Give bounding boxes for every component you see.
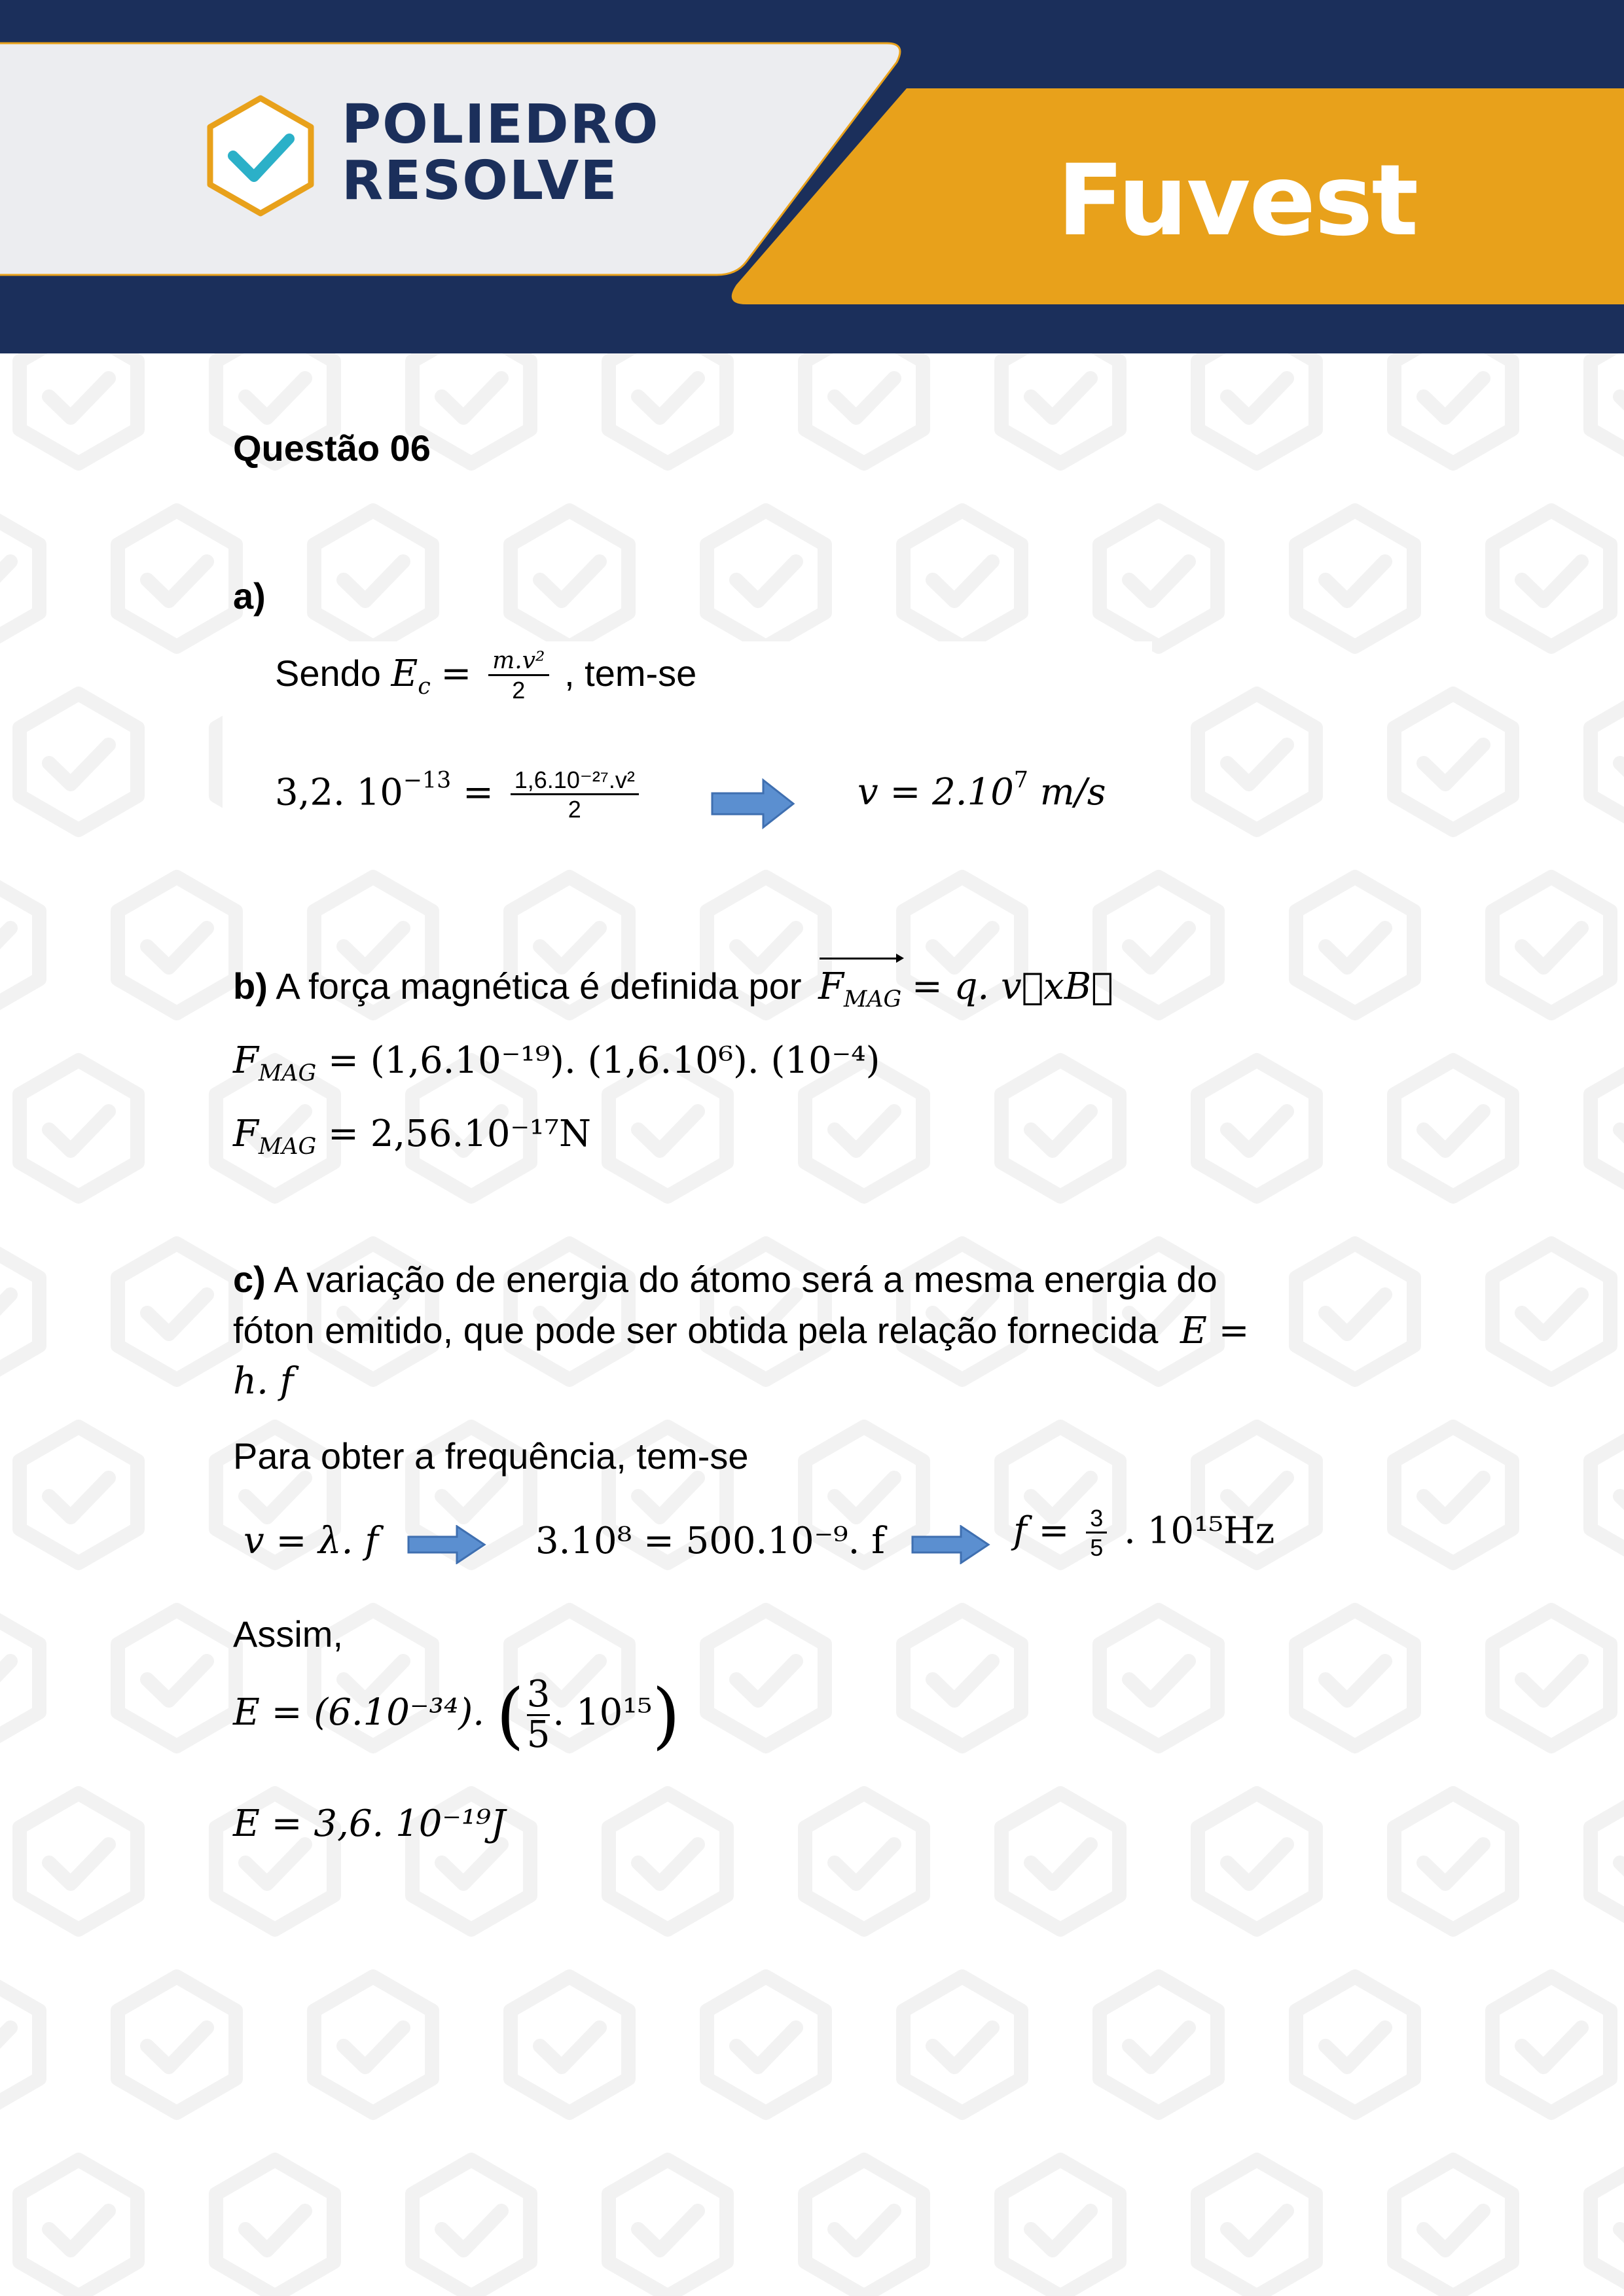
assim-text: Assim,	[233, 1613, 343, 1655]
part-b-label: b)	[233, 965, 268, 1007]
ec-numerator: m.v²	[488, 648, 549, 676]
page-header	[0, 0, 1624, 353]
brand-name-line1: POLIEDRO	[342, 94, 660, 156]
part-a-box	[223, 641, 1152, 857]
check-hexagon-icon	[210, 98, 311, 213]
brand-name-line2: RESOLVE	[342, 150, 619, 212]
f-num: 3	[1086, 1505, 1107, 1534]
question-title: Questão 06	[233, 427, 431, 469]
energy-result: E = 3,6. 10⁻¹⁹J	[233, 1803, 506, 1845]
eq-denominator: 2	[568, 795, 581, 823]
f-suffix: . 10¹⁵Hz	[1124, 1509, 1275, 1552]
part-b-text: A força magnética é definida por	[276, 965, 802, 1007]
part-c-line4: Para obter a frequência, tem-se	[233, 1435, 749, 1477]
energy-calc: E = (6.10⁻³⁴). ( $\frac{3}{5}$ . 10¹⁵)	[233, 1673, 681, 1757]
part-a-line1: Sendo $E_c$ = $\frac{\text{m.v²}}{2}$ , tem-se	[275, 647, 697, 704]
energy-prefix: E = (6.10⁻³⁴).	[233, 1691, 485, 1734]
part-a-equation: 3,2. $10^{-13}$ = $\frac{\text{1,6.10⁻²⁷.v²}}{2}$	[275, 767, 644, 823]
right-arrow-icon	[407, 1525, 487, 1564]
part-c-line1	[233, 1254, 1218, 1305]
part-c-line2	[233, 1305, 1250, 1357]
result-unit: m/s	[1039, 771, 1106, 814]
part-c-text2: fóton emitido, que pode ser obtida pela relação fornecida	[233, 1310, 1159, 1351]
eq-f-result	[1013, 1505, 1274, 1562]
part-b-line1: b) A força magnética é definida por $F_{MAG} = q$. v⃗xB⃗	[233, 961, 1113, 1013]
eq-left: 3,2. 10	[275, 771, 403, 814]
eq-left-exp: −13	[403, 767, 452, 794]
part-c-e-equals: E =	[1180, 1310, 1250, 1352]
result-value: v = 2.10	[857, 771, 1014, 814]
energy-num: 3	[526, 1673, 550, 1715]
right-arrow-icon	[711, 778, 796, 830]
part-a-label: a)	[233, 575, 266, 617]
part-b-calc: = (1,6.10⁻¹⁹). (1,6.10⁶). (10⁻⁴)	[328, 1039, 880, 1082]
part-c-text1: A variação de energia do átomo será a mesma energia do	[274, 1259, 1218, 1300]
eq-frequency: 3.10⁸ = 500.10⁻⁹. f	[535, 1520, 885, 1562]
energy-suffix: . 10¹⁵	[552, 1691, 653, 1734]
eq-wave: v = λ. f	[244, 1520, 378, 1562]
result-exp: 7	[1013, 766, 1028, 793]
f-den: 5	[1090, 1534, 1104, 1561]
part-a-result	[857, 767, 1106, 818]
part-b-formula: = q. v⃗xB⃗	[911, 965, 1113, 1008]
energy-den: 5	[526, 1713, 550, 1756]
f-equals: f =	[1013, 1509, 1070, 1552]
part-a-sendo: Sendo	[275, 653, 381, 694]
part-b-result: = 2,56.10⁻¹⁷N	[328, 1113, 591, 1155]
part-b-line2: $F_{MAG} = (1,6.10^{-19})$. (1,6.10⁶). (10⁻⁴)	[233, 1039, 880, 1087]
part-c-label: c)	[233, 1259, 266, 1300]
part-b-line3: $F_{MAG} = 2,56.10^{-17}N$	[233, 1113, 591, 1160]
part-c-line3: h. f	[233, 1360, 294, 1403]
right-arrow-icon	[911, 1525, 991, 1564]
ec-denominator: 2	[512, 676, 526, 704]
eq-numerator: 1,6.10⁻²⁷.v²	[511, 767, 639, 795]
part-a-tem-se: , tem-se	[564, 653, 697, 694]
exam-name: Fuvest	[1056, 144, 1418, 258]
